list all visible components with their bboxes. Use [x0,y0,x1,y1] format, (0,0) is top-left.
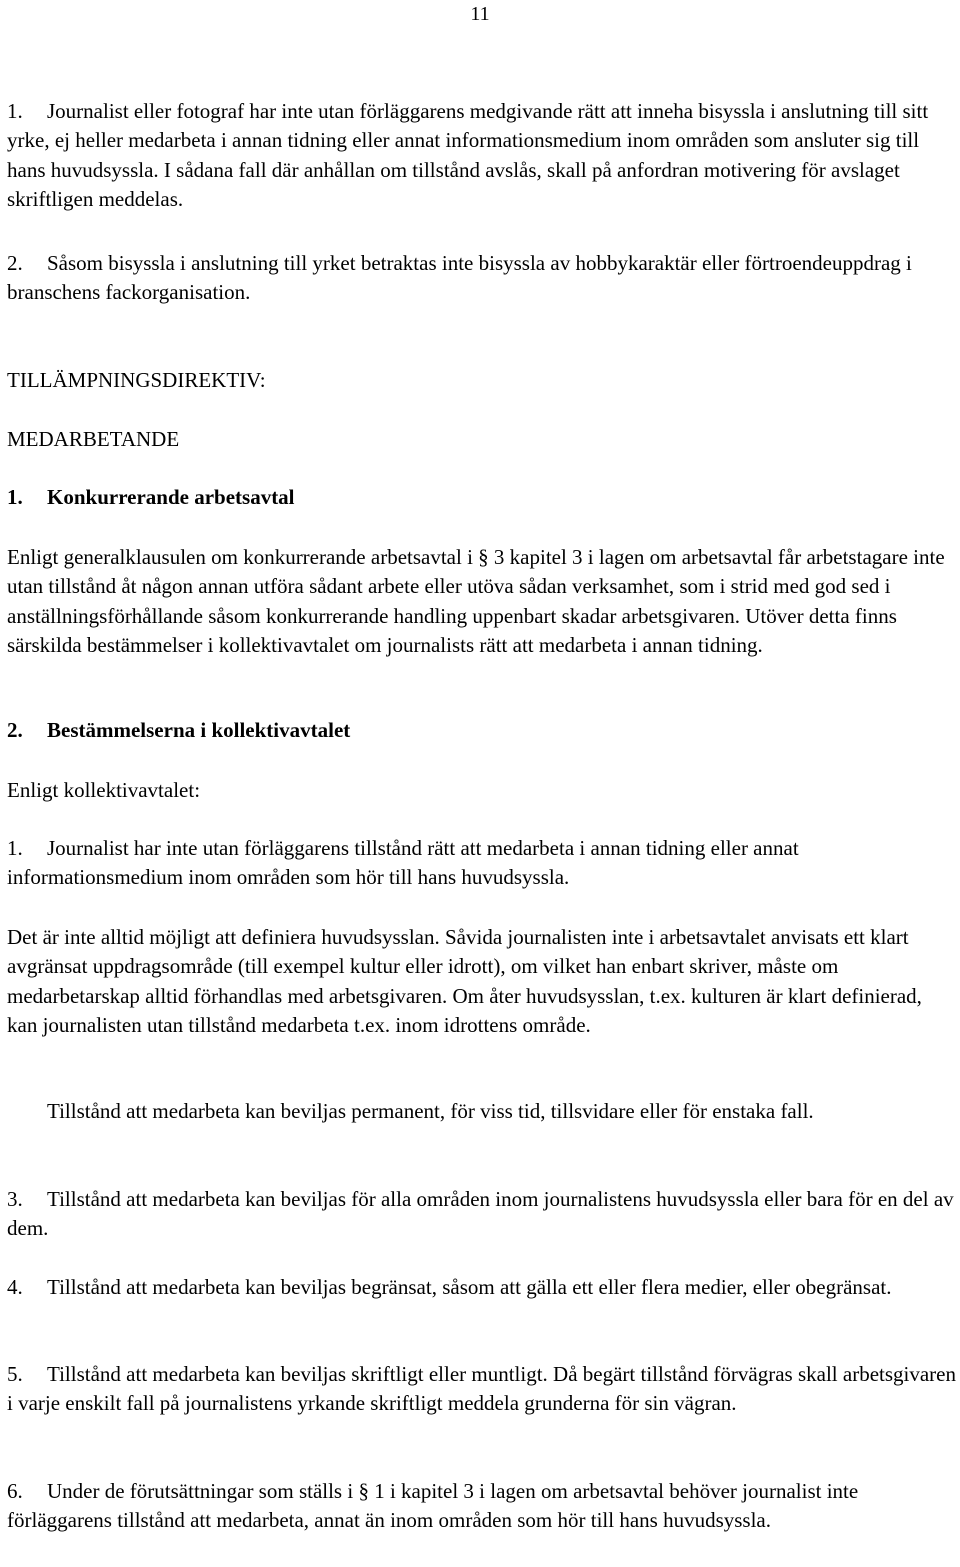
agreement-item-5 [7,1360,957,1419]
item-number: 3. [7,1187,23,1211]
directive-heading: TILLÄMPNINGSDIREKTIV: [7,368,266,392]
section-2-lead: Enligt kollektivavtalet: [7,778,201,802]
intro-paragraph-2 [7,249,957,308]
section-2-title [7,716,957,745]
section-title-text: Konkurrerande arbetsavtal [47,485,295,509]
section-heading: MEDARBETANDE [7,427,180,451]
item-text: Tillstånd att medarbeta kan beviljas begränsat, såsom att gälla ett eller flera medier, eller obegränsat. [47,1275,892,1299]
item-text: Journalist har inte utan förläggarens tillstånd rätt att medarbeta i annan tidning eller annat informationsmedium inom områden som hör till hans huvudsyssla. [7,836,799,890]
page-number: 11 [470,3,490,25]
section-1-body: Enligt generalklausulen om konkurrerande arbetsavtal i § 3 kapitel 3 i lagen om arbetsavtal får arbetstagare inte utan tillstånd åt någon annan utföra sådant arbete eller utöva sådan verksamhet, som i strid med god sed i anställningsförhållande såsom konkurrerande handling uppenbart skadar arbetsgivaren. Utöver detta finns särskilda bestämmelser i kollektivavtalet om journalists rätt att medarbeta i annan tidning. [7,545,945,657]
item-number: 5. [7,1362,23,1386]
agreement-item-2 [7,1097,960,1126]
section-title-text: Bestämmelserna i kollektivavtalet [47,718,351,742]
item-number: 4. [7,1275,23,1299]
item-number [7,1097,47,1126]
item-text: Tillstånd att medarbeta kan beviljas skriftligt eller muntligt. Då begärt tillstånd förvägras skall arbetsgivaren i varje enskilt fall på journalistens yrkande skriftligt meddela grunderna för sin vägran. [7,1362,956,1416]
agreement-item-1 [7,834,957,893]
item-number: 6. [7,1479,23,1503]
agreement-item-6 [7,1477,957,1536]
item-text: Tillstånd att medarbeta kan beviljas permanent, för viss tid, tillsvidare eller för enstaka fall. [47,1099,814,1123]
paragraph-text: Såsom bisyssla i anslutning till yrket betraktas inte bisyssla av hobbykaraktär eller förtroendeuppdrag i branschens fackorganisation. [7,251,912,305]
paragraph-text: Journalist eller fotograf har inte utan förläggarens medgivande rätt att inneha bisyssla i anslutning till sitt yrke, ej heller medarbeta i annan tidning eller annat informationsmedium inom områden som ansluter sig till hans huvudsyssla. I sådana fall där anhållan om tillstånd avslås, skall på anfordran motivering för avslaget skriftligen meddelas. [7,99,929,211]
item-text: Tillstånd att medarbeta kan beviljas för alla områden inom journalistens huvudsyssla eller bara för en del av dem. [7,1187,954,1241]
section-1-title [7,483,957,512]
agreement-item-3 [7,1185,957,1244]
paragraph-number: 2. [7,251,23,275]
item-text: Under de förutsättningar som ställs i § 1 i kapitel 3 i lagen om arbetsavtal behöver journalist inte förläggarens tillstånd att medarbeta, annat än inom områden som hör till hans huvudsyssla. [7,1479,859,1533]
agreement-item-4 [7,1273,957,1302]
section-number: 1. [7,485,23,509]
agreement-note: Det är inte alltid möjligt att definiera huvudsysslan. Såvida journalisten inte i arbetsavtalet anvisats ett klart avgränsat uppdragsområde (till exempel kultur eller idrott), om vilket han enbart skriver, måste om medarbetarskap alltid förhandlas med arbetsgivaren. Om åter huvudsysslan, t.ex. kulturen är klart definierad, kan journalisten utan tillstånd medarbeta t.ex. inom idrottens område. [7,925,922,1037]
section-number: 2. [7,718,23,742]
intro-paragraph-1 [7,97,957,214]
item-number: 1. [7,836,23,860]
paragraph-number: 1. [7,99,23,123]
